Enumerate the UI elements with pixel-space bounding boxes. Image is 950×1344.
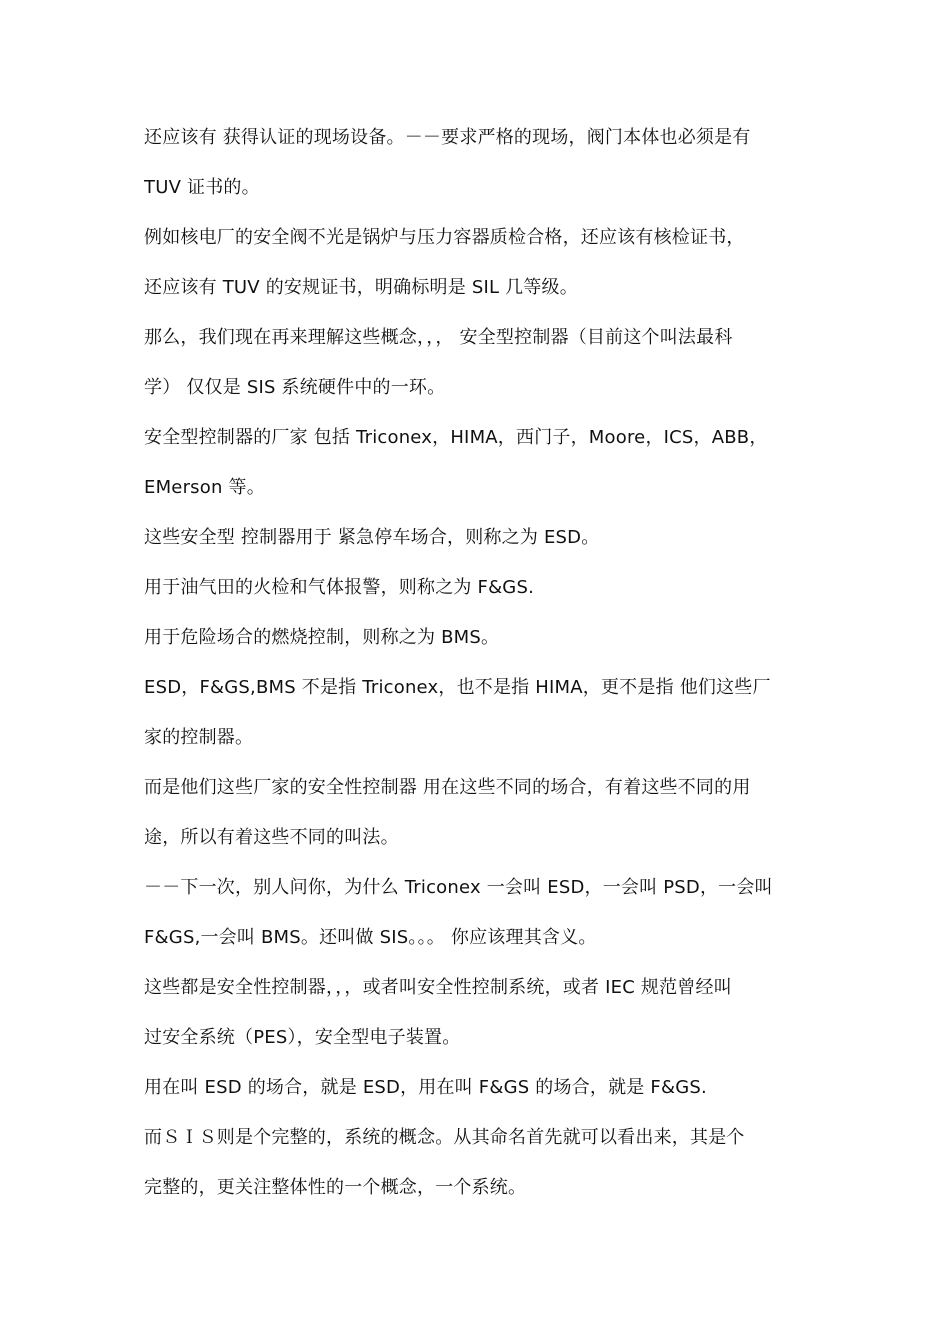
- text-line: 还应该有 获得认证的现场设备。－－要求严格的现场，阀门本体也必须是有: [144, 127, 751, 148]
- text-line: 用于油气田的火检和气体报警，则称之为 F&GS.: [144, 577, 535, 598]
- text-line: 途，所以有着这些不同的叫法。: [144, 827, 399, 848]
- document-body: [144, 117, 814, 1217]
- text-line: 用在叫 ESD 的场合，就是 ESD，用在叫 F&GS 的场合，就是 F&GS.: [144, 1077, 707, 1098]
- text-line: EMerson 等。: [144, 477, 265, 498]
- text-line: 那么，我们现在再来理解这些概念，，， 安全型控制器（目前这个叫法最科: [144, 327, 733, 348]
- text-line: －－下一次，别人问你，为什么 Triconex 一会叫 ESD，一会叫 PSD，一会叫: [144, 877, 773, 898]
- text-line: 家的控制器。: [144, 727, 254, 748]
- text-line: 学） 仅仅是 SIS 系统硬件中的一环。: [144, 377, 446, 398]
- text-line: 而是他们这些厂家的安全性控制器 用在这些不同的场合，有着这些不同的用: [144, 777, 751, 798]
- text-line: 还应该有 TUV 的安规证书，明确标明是 SIL 几等级。: [144, 277, 578, 298]
- text-line: 这些都是安全性控制器，，，或者叫安全性控制系统，或者 IEC 规范曾经叫: [144, 977, 732, 998]
- text-line: TUV 证书的。: [144, 177, 260, 198]
- text-line: 完整的，更关注整体性的一个概念，一个系统。: [144, 1177, 527, 1198]
- text-line: 安全型控制器的厂家 包括 Triconex，HIMA，西门子，Moore，ICS，ABB，: [144, 427, 768, 448]
- text-line: 过安全系统（PES），安全型电子装置。: [144, 1027, 461, 1048]
- text-line: 例如核电厂的安全阀不光是锅炉与压力容器质检合格，还应该有核检证书，: [144, 227, 745, 248]
- text-line: 用于危险场合的燃烧控制，则称之为 BMS。: [144, 627, 500, 648]
- text-line: F&GS,一会叫 BMS。还叫做 SIS。。。 你应该理其含义。: [144, 927, 597, 948]
- text-line: 而ＳＩＳ则是个完整的，系统的概念。从其命名首先就可以看出来，其是个: [144, 1127, 745, 1148]
- text-line: 这些安全型 控制器用于 紧急停车场合，则称之为 ESD。: [144, 527, 600, 548]
- text-line: ESD，F&GS,BMS 不是指 Triconex，也不是指 HIMA，更不是指 他们这些厂: [144, 677, 771, 698]
